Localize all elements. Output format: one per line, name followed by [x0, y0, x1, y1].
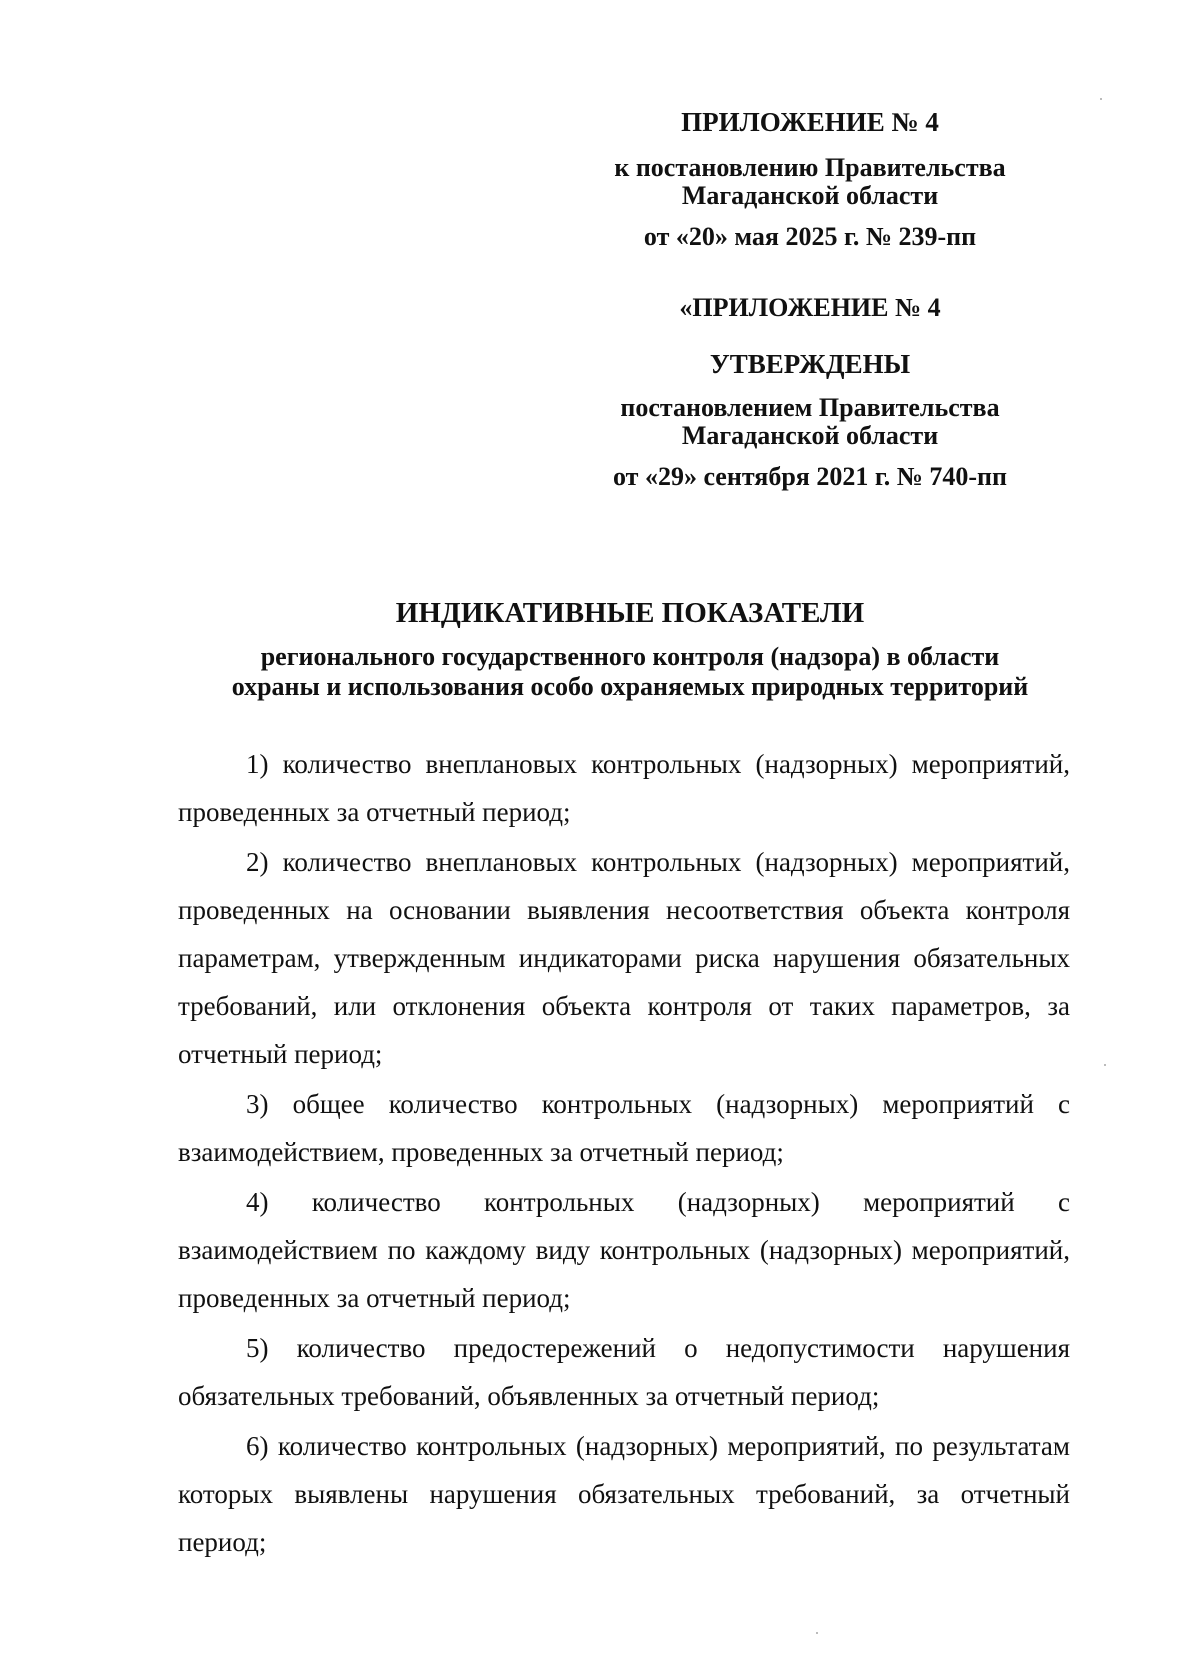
annex-ref-line-2: Магаданской области	[681, 181, 939, 210]
list-item: 4) количество контрольных (надзорных) мероприятий с взаимодействием по каждому виду контрольных (надзорных) мероприятий, проведенных за отчетный период;	[178, 1187, 1070, 1313]
approved-ref-line-1: постановлением Правительства	[620, 393, 1000, 422]
document-subtitle-line-1: регионального государственного контроля (надзора) в области	[260, 642, 1000, 671]
list-item: 2) количество внеплановых контрольных (надзорных) мероприятий, проведенных на основании выявления несоответствия объекта контроля параметрам, утвержденным индикаторами риска нарушения обязательных требований, или отклонения объекта контроля от таких параметров, за отчетный период;	[178, 847, 1070, 1069]
document-title	[180, 596, 1080, 630]
list-item: 1) количество внеплановых контрольных (надзорных) мероприятий, проведенных за отчетный период;	[178, 749, 1070, 827]
annex-ref-line-1: к постановлению Правительства	[614, 153, 1006, 182]
quoted-annex-title: «ПРИЛОЖЕНИЕ № 4	[679, 293, 941, 322]
annex-ref-line-3: от «20» мая 2025 г. № 239-пп	[643, 222, 977, 251]
list-item: 6) количество контрольных (надзорных) мероприятий, по результатам которых выявлены нарушения обязательных требований, за отчетный период;	[178, 1431, 1070, 1557]
indicator-list	[178, 740, 1070, 1568]
scan-speck	[816, 1632, 818, 1634]
approved-ref-line-3: от «29» сентября 2021 г. № 740-пп	[613, 462, 1007, 491]
document-subtitle-line-2: охраны и использования особо охраняемых природных территорий	[231, 672, 1029, 701]
document-subtitle	[180, 642, 1080, 702]
list-item: 3) общее количество контрольных (надзорных) мероприятий с взаимодействием, проведенных за отчетный период;	[178, 1089, 1070, 1167]
scan-speck	[1100, 98, 1102, 100]
list-item: 5) количество предостережений о недопустимости нарушения обязательных требований, объявленных за отчетный период;	[178, 1333, 1070, 1411]
document-title-main: ИНДИКАТИВНЫЕ ПОКАЗАТЕЛИ	[395, 597, 865, 629]
annex-title: ПРИЛОЖЕНИЕ № 4	[681, 107, 939, 137]
scan-speck	[1104, 1064, 1106, 1066]
approved-ref-line-2: Магаданской области	[681, 421, 939, 450]
approved-heading: УТВЕРЖДЕНЫ	[709, 349, 911, 379]
